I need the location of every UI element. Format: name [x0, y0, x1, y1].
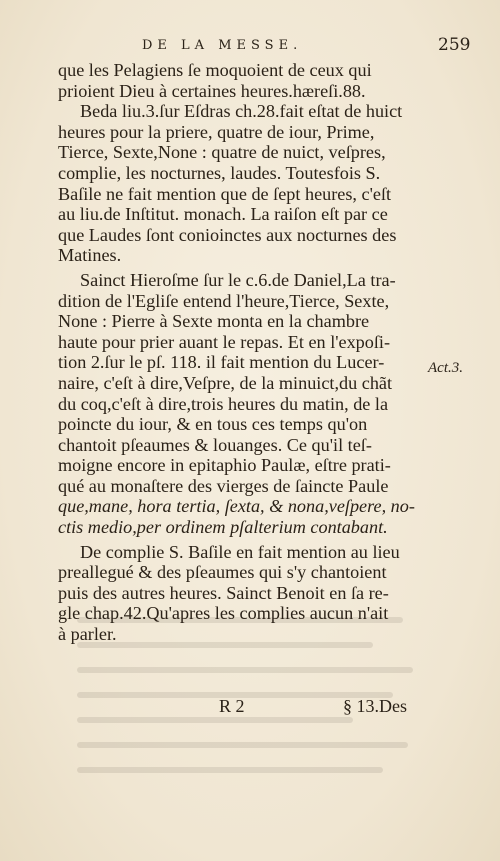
- latin-quote-line: ctis medio,per ordinem pſalterium contabant.: [58, 517, 388, 538]
- text-line: chantoit pſeaumes & louanges. Ce qu'il teſ-: [58, 434, 372, 455]
- text-line: tion 2.ſur le pſ. 118. il fait mention du Lucer-: [58, 352, 385, 373]
- text-line: Sainct Hieroſme ſur le c.6.de Daniel,La tra-: [80, 269, 396, 290]
- text-line: Matines.: [58, 245, 122, 266]
- running-title: DE LA MESSE.: [142, 38, 303, 53]
- text-line: poincte du iour, & en tous ces temps qu'on: [58, 414, 368, 435]
- text-line: du coq,c'eſt à dire,trois heures du matin, de la: [58, 393, 389, 414]
- page-footer: [0, 694, 500, 722]
- text-line: preallegué & des pſeaumes qui s'y chantoient: [58, 562, 387, 583]
- text-line: puis des autres heures. Sainct Benoit en ſa re-: [58, 582, 389, 603]
- catchword: § 13.Des: [343, 696, 407, 716]
- text-line: moigne encore in epitaphio Paulæ, eſtre prati-: [58, 455, 391, 476]
- text-line: à parler.: [58, 624, 117, 645]
- margin-note: Act.3.: [428, 360, 463, 376]
- text-line: que les Pelagiens ſe moquoient de ceux qui: [58, 60, 372, 80]
- text-line: qué au monaſtere des vierges de ſaincte Paule: [58, 475, 389, 496]
- page-number: 259: [438, 35, 471, 55]
- text-line: que Laudes ſont conioinctes aux nocturnes des: [58, 224, 397, 245]
- text-line: gle chap.42.Qu'apres les complies aucun n'ait: [58, 603, 389, 624]
- text-line: complie, les nocturnes, laudes. Toutesfois S.: [58, 162, 381, 183]
- text-line: haute pour prier auant le repas. Et en l'expoſi-: [58, 331, 391, 352]
- text-line: De complie S. Baſile en fait mention au lieu: [80, 541, 400, 562]
- text-line: dition de l'Egliſe entend l'heure,Tierce, Sexte,: [58, 290, 390, 311]
- text-line: heures pour la priere, quatre de iour, Prime,: [58, 121, 375, 142]
- text-line: Baſile ne fait mention que de ſept heures, c'eſt: [58, 183, 392, 204]
- text-line: naire, c'eſt à dire,Veſpre, de la minuict,du chãt: [58, 372, 393, 393]
- signature-mark: R 2: [219, 696, 245, 716]
- latin-quote-line: que,mane, hora tertia, ſexta, & nona,veſpere, no-: [58, 496, 415, 517]
- text-line: au liu.de Inſtitut. monach. La raiſon eſt par ce: [58, 204, 388, 225]
- text-line: Tierce, Sexte,None : quatre de nuict, veſpres,: [58, 142, 386, 163]
- body-text: [58, 60, 418, 645]
- text-line: prioient Dieu à certaines heures.hæreſi.88.: [58, 80, 366, 101]
- text-line: None : Pierre à Sexte monta en la chambre: [58, 311, 370, 332]
- text-line: Beda liu.3.ſur Eſdras ch.28.fait eſtat de huict: [80, 101, 403, 122]
- page-header: [0, 35, 500, 60]
